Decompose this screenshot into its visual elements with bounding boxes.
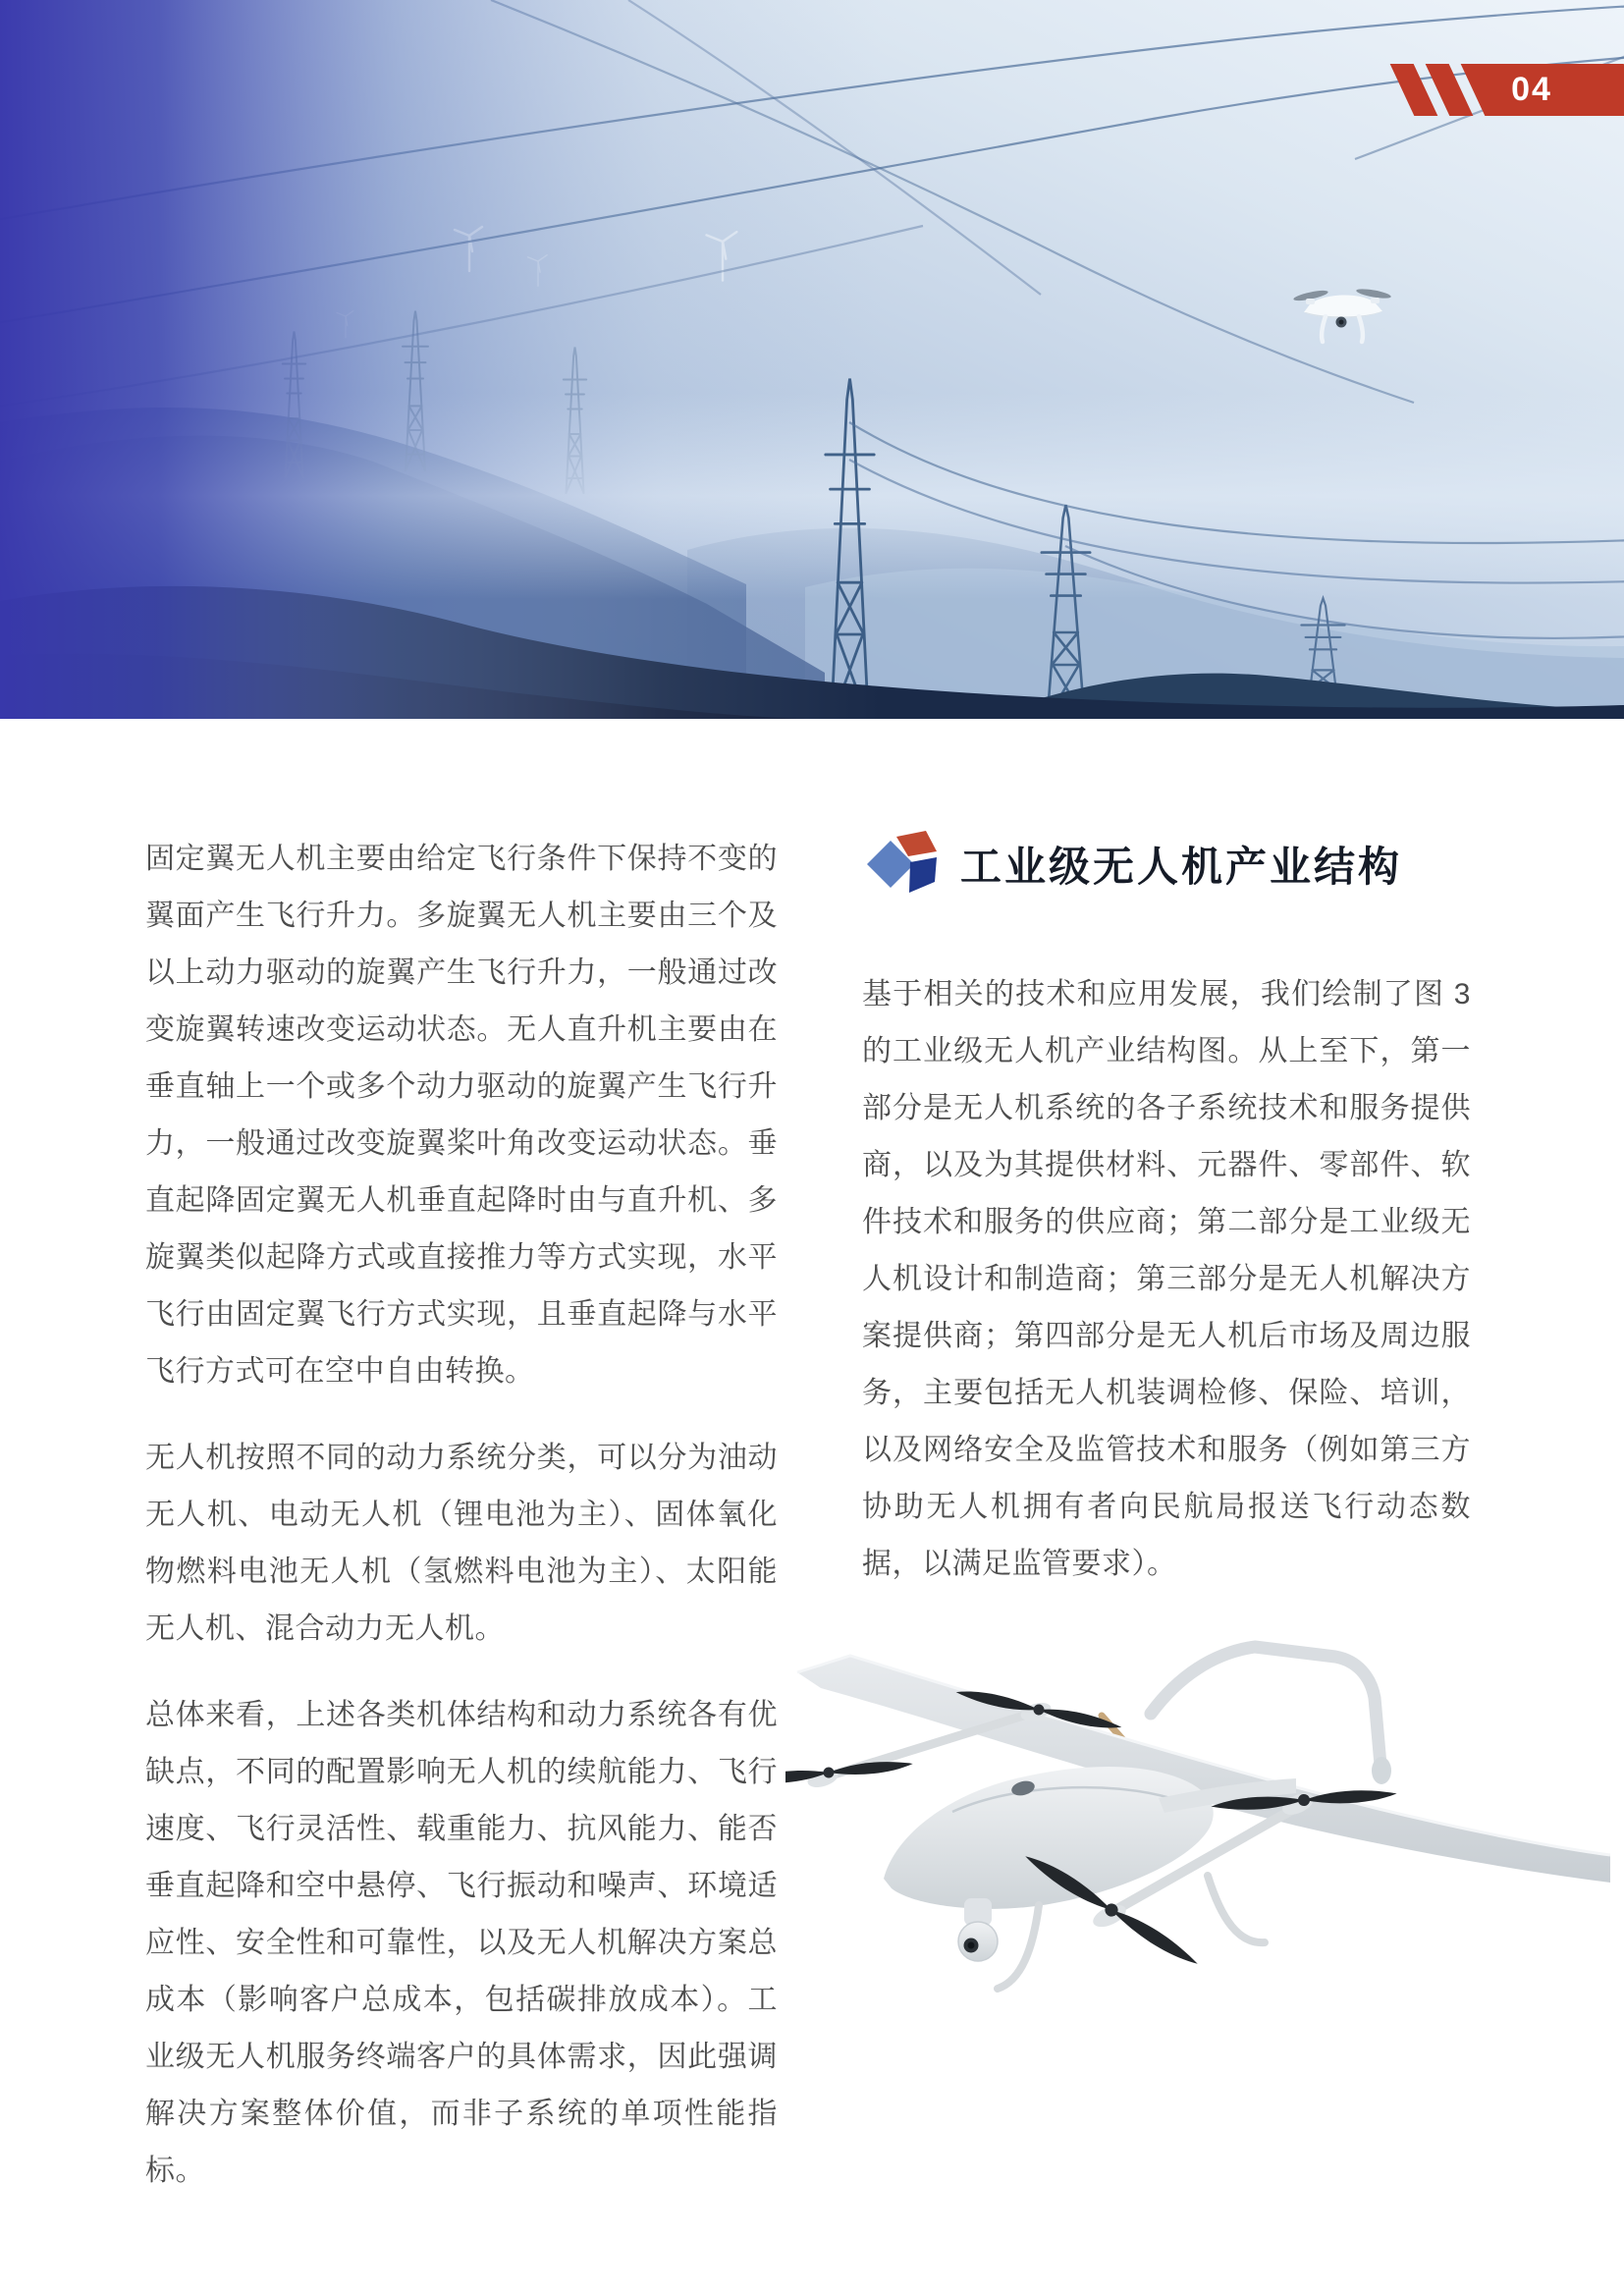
paragraph-airframe-types: 固定翼无人机主要由给定飞行条件下保持不变的翼面产生飞行升力。多旋翼无人机主要由三个及以上动力驱动的旋翼产生飞行升力，一般通过改变旋翼转速改变运动状态。无人直升机主要由在垂直轴上一个或多个动力驱动的旋翼产生飞行升力，一般通过改变旋翼桨叶角改变运动状态。垂直起降固定翼无人机垂直起降时由与直升机、多旋翼类似起降方式或直接推力等方式实现，水平飞行由固定翼飞行方式实现，且垂直起降与水平飞行方式可在空中自由转换。	[145, 843, 778, 1388]
paragraph-industry-structure: 基于相关的技术和应用发展，我们绘制了图 3 的工业级无人机产业结构图。从上至下，第一部分是无人机系统的各子系统技术和服务提供商，以及为其提供材料、元器件、零部件、软件技术和服务的供应商；第二部分是工业级无人机设计和制造商；第三部分是无人机解决方案提供商；第四部分是无人机后市场及周边服务，主要包括无人机装调检修、保险、培训，以及网络安全及监管技术和服务（例如第三方协助无人机拥有者向民航局报送飞行动态数据，以满足监管要求）。	[862, 978, 1471, 1580]
paragraph-power-systems: 无人机按照不同的动力系统分类，可以分为油动无人机、电动无人机（锂电池为主）、固体氧化物燃料电池无人机（氢燃料电池为主）、太阳能无人机、混合动力无人机。	[145, 1442, 778, 1645]
vtol-fixed-wing-drone-photo	[785, 1615, 1615, 2008]
hero-image	[0, 0, 1624, 719]
paragraph-tradeoffs: 总体来看，上述各类机体结构和动力系统各有优缺点，不同的配置影响无人机的续航能力、飞行速度、飞行灵活性、载重能力、抗风能力、能否垂直起降和空中悬停、飞行振动和噪声、环境适应性、安全性和可靠性，以及无人机解决方案总成本（影响客户总成本，包括碳排放成本）。工业级无人机服务终端客户的具体需求，因此强调解决方案整体价值，而非子系统的单项性能指标。	[145, 1699, 778, 2187]
cube-3d-icon	[864, 828, 939, 901]
section-heading-row	[864, 828, 1402, 901]
section-title: 工业级无人机产业结构	[960, 844, 1403, 890]
right-column	[862, 966, 1471, 1593]
left-column	[145, 831, 778, 2200]
page-number-badge	[1461, 64, 1624, 116]
page-number: 04	[1511, 71, 1552, 108]
